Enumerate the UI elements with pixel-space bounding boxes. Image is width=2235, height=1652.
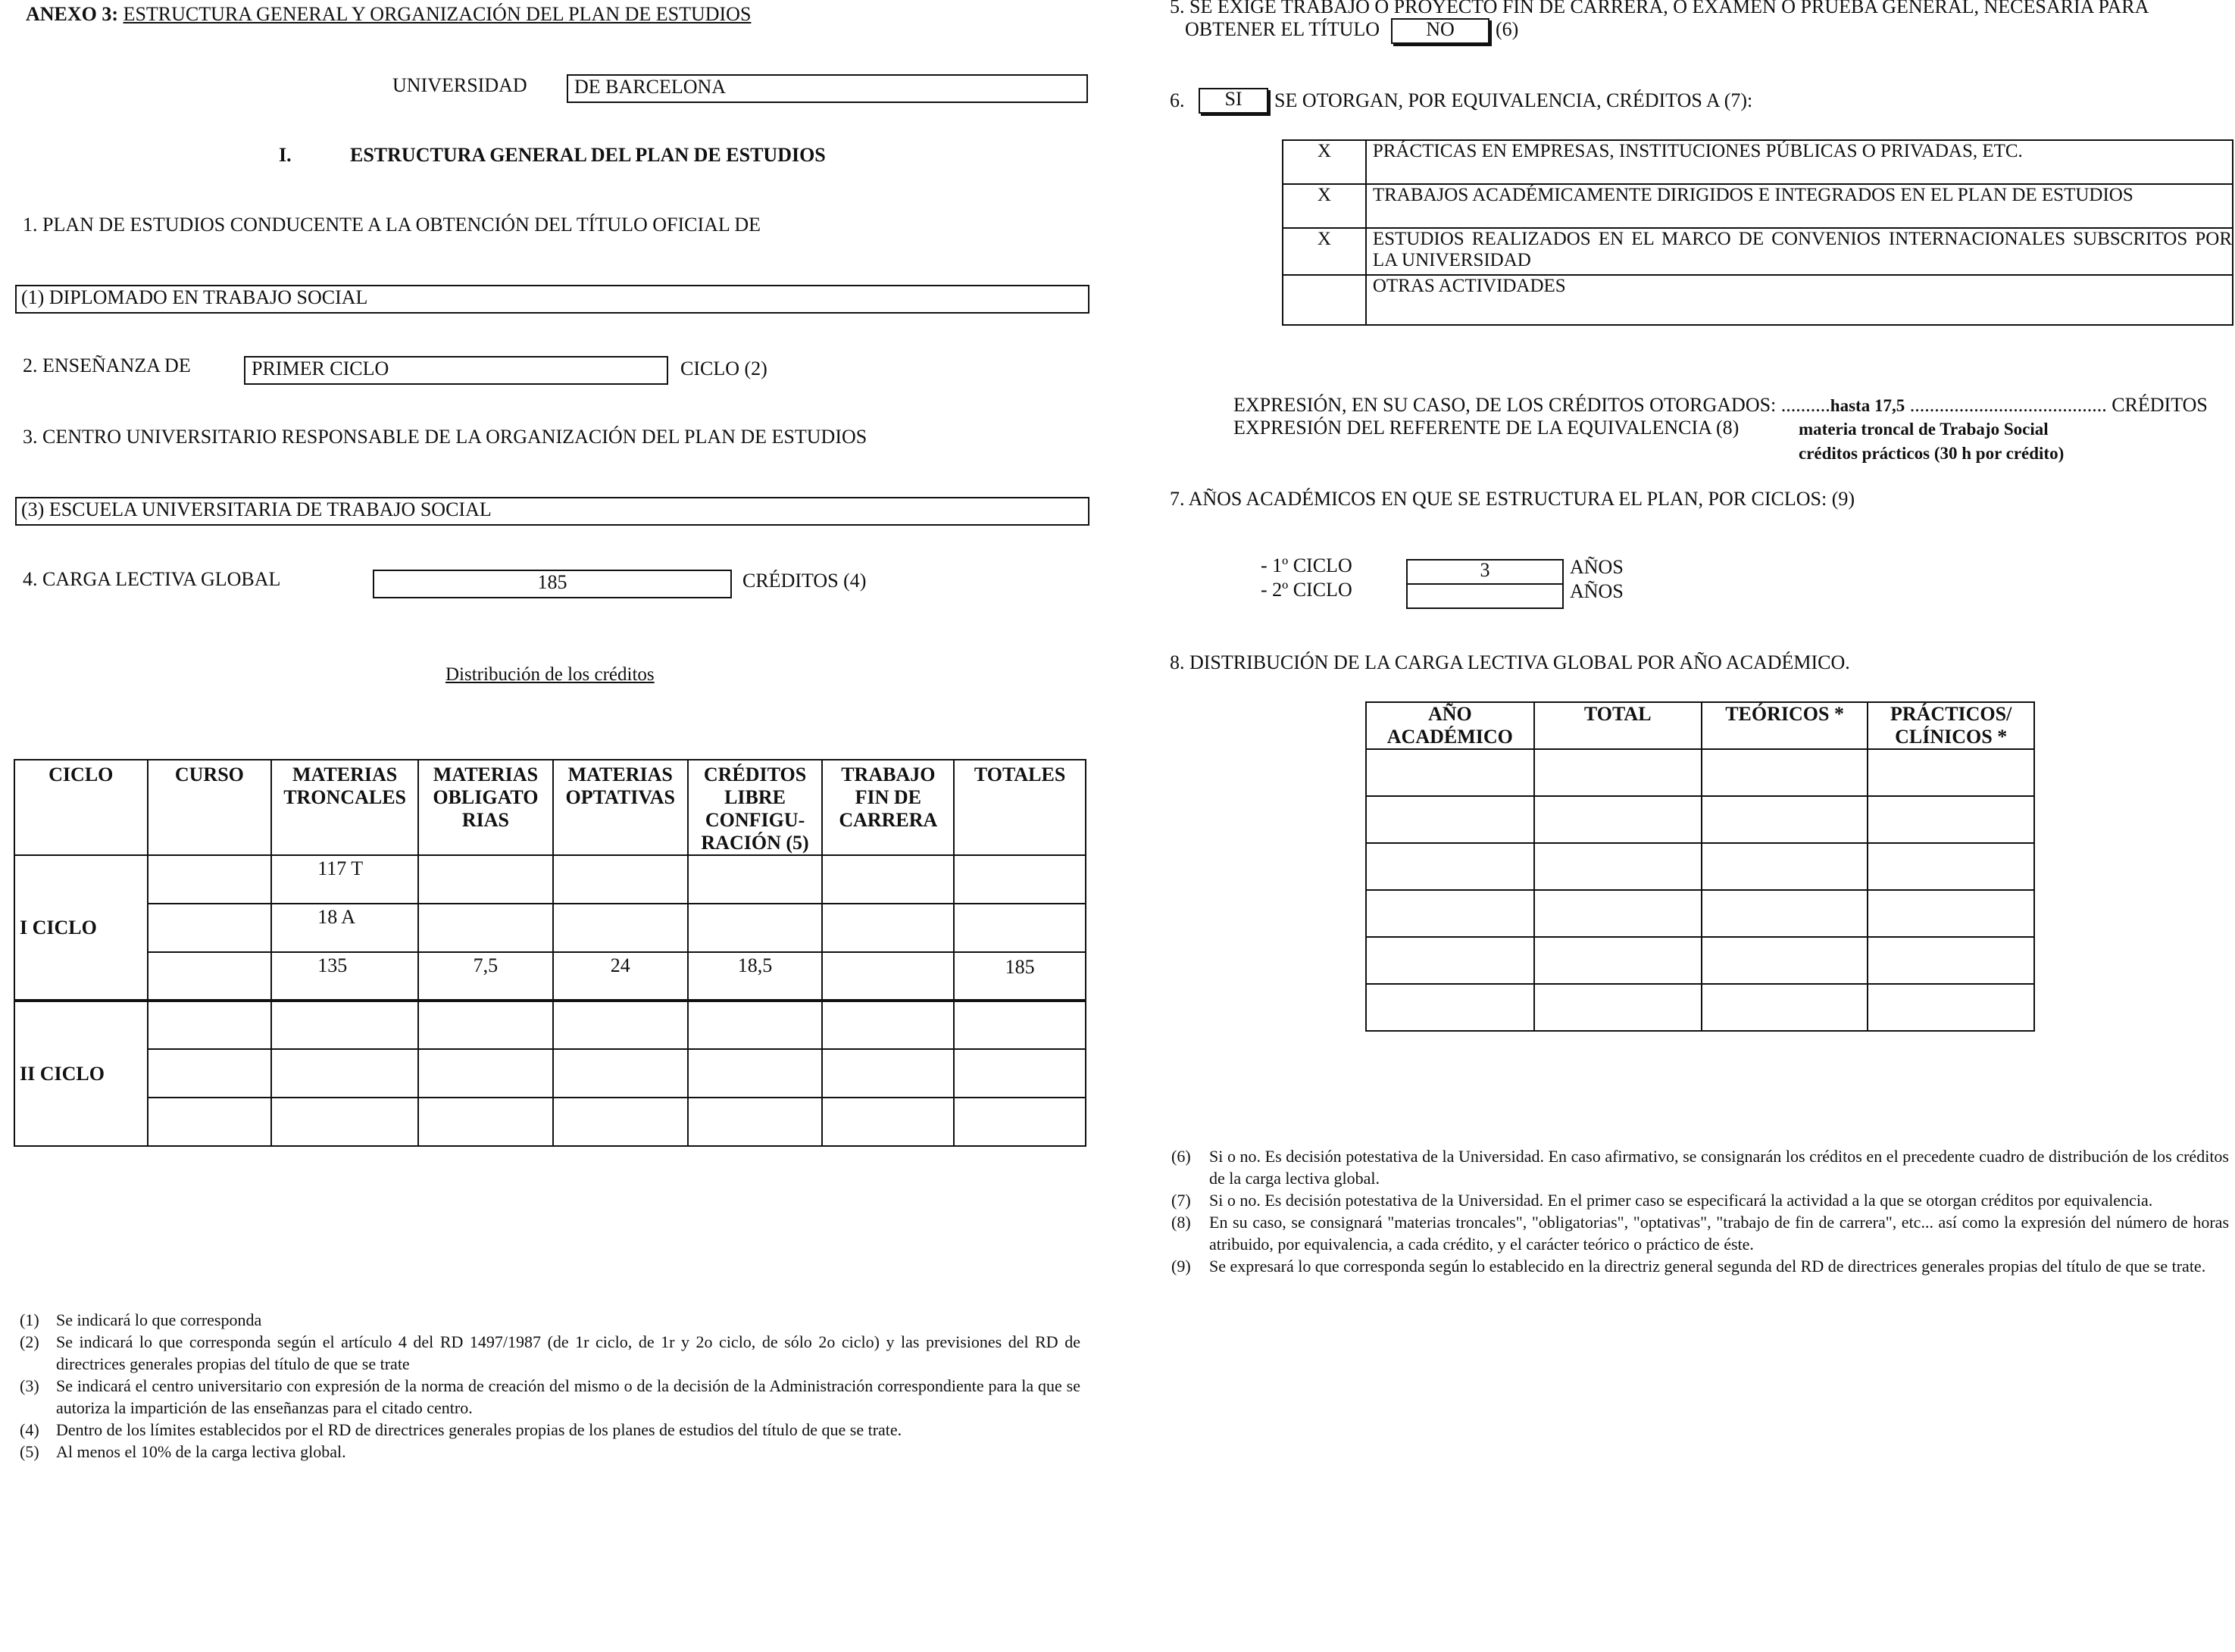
header-practicos: PRÁCTICOS/ CLÍNICOS * (1868, 702, 2034, 749)
year-distribution-table (1365, 701, 2035, 1032)
q4-suffix: CRÉDITOS (4) (742, 570, 867, 592)
table-row (14, 1049, 1086, 1098)
table-cell (688, 855, 823, 904)
q2-label: 2. ENSEÑANZA DE (23, 354, 191, 376)
expr-ref-label: EXPRESIÓN DEL REFERENTE DE LA EQUIVALENCIA (8) (1233, 417, 1740, 439)
table-row (1366, 890, 2034, 937)
table-cell (822, 855, 954, 904)
table-row (1366, 843, 2034, 890)
distribution-title: Distribución de los créditos (445, 664, 655, 685)
equiv-mark[interactable] (1283, 275, 1366, 325)
footnote: (4) Dentro de los límites establecidos por el RD de directrices generales propias de los planes de estudios del título de que se trate. (20, 1420, 902, 1439)
cycle2-years-suffix: AÑOS (1570, 580, 1624, 602)
q6-field[interactable] (1199, 88, 1268, 114)
table-row (1366, 749, 2034, 796)
equiv-text: PRÁCTICAS EN EMPRESAS, INSTITUCIONES PÚBLICAS O PRIVADAS, ETC. (1366, 140, 2233, 184)
equivalence-table (1282, 139, 2233, 326)
table-cell (148, 904, 272, 952)
q2-suffix: CICLO (2) (680, 358, 767, 379)
q1-label: 1. PLAN DE ESTUDIOS CONDUCENTE A LA OBTENCIÓN DEL TÍTULO OFICIAL DE (23, 214, 761, 236)
section-title: ESTRUCTURA GENERAL DEL PLAN DE ESTUDIOS (350, 144, 826, 166)
table-row (14, 904, 1086, 952)
table-row (1283, 275, 2233, 325)
expr-credits-suffix: CRÉDITOS (2112, 394, 2208, 416)
q5-field[interactable] (1391, 18, 1489, 44)
footnote: (9) Se expresará lo que corresponda según lo establecido en la directriz general segunda del RD de directrices generales propias del título de que se trate. (1171, 1257, 2206, 1276)
equiv-mark[interactable]: X (1283, 228, 1366, 275)
table-cell: 135 (271, 952, 418, 1001)
annex-heading (26, 3, 751, 26)
table-cell (148, 952, 272, 1001)
header-trabajo-fin-carrera: TRABAJO FIN DE CARRERA (822, 760, 954, 855)
header-total: TOTAL (1534, 702, 1702, 749)
expr-credits-dots: ........................................ (1909, 394, 2107, 416)
q4-label: 4. CARGA LECTIVA GLOBAL (23, 568, 281, 590)
footnote: (3) Se indicará el centro universitario con expresión de la norma de creación del mismo o de la decisión de la Administración correspondiente para la que se autoriza la impartición de las enseñanzas para el citado centro. (20, 1376, 1080, 1417)
table-row (14, 1001, 1086, 1049)
table-cell (688, 904, 823, 952)
table-cell (418, 855, 553, 904)
annex-prefix: ANEXO 3: (26, 3, 119, 25)
table-row (1283, 140, 2233, 184)
table-cell: 24 (553, 952, 688, 1001)
q1-field[interactable] (15, 285, 1089, 314)
q7-label: 7. AÑOS ACADÉMICOS EN QUE SE ESTRUCTURA EL PLAN, POR CICLOS: (9) (1170, 488, 1855, 510)
header-totales: TOTALES (954, 760, 1086, 855)
equiv-text: ESTUDIOS REALIZADOS EN EL MARCO DE CONVENIOS INTERNACIONALES SUBSCRITOS POR LA UNIVERSIDAD (1366, 228, 2233, 275)
cycle2-years-field[interactable] (1406, 583, 1564, 609)
header-ciclo: CICLO (14, 760, 148, 855)
table-cell: 185 (954, 952, 1086, 1001)
annex-title: ESTRUCTURA GENERAL Y ORGANIZACIÓN DEL PLAN DE ESTUDIOS (123, 3, 752, 25)
expr-credits-value: hasta 17,5 (1830, 396, 1905, 415)
cycle1-years-value: 3 (1480, 559, 1490, 581)
table-row (1366, 796, 2034, 843)
footnotes-left (20, 1309, 1080, 1463)
table-cell (822, 952, 954, 1001)
cycle1-years-suffix: AÑOS (1570, 556, 1624, 578)
table-cell: 117 T (271, 855, 418, 904)
credits-table (14, 759, 1086, 1147)
q2-field[interactable] (244, 356, 668, 385)
section-number: I. (279, 144, 292, 166)
q3-field[interactable] (15, 497, 1089, 526)
table-cell: 18 A (271, 904, 418, 952)
footnote: (6) Si o no. Es decisión potestativa de la Universidad. En caso afirmativo, se consignarán los créditos en el precedente cuadro de distribución de los créditos de la carga lectiva global. (1171, 1147, 2229, 1188)
table-row (1366, 937, 2034, 984)
equiv-text: TRABAJOS ACADÉMICAMENTE DIRIGIDOS E INTEGRADOS EN EL PLAN DE ESTUDIOS (1366, 184, 2233, 228)
q4-value: 185 (537, 571, 567, 593)
cycle1-years-label: - 1º CICLO (1261, 554, 1352, 576)
q1-value: (1) DIPLOMADO EN TRABAJO SOCIAL (21, 286, 368, 308)
q5-suffix: (6) (1496, 18, 1519, 40)
footnote: (5) Al menos el 10% de la carga lectiva global. (20, 1442, 346, 1461)
table-cell (553, 855, 688, 904)
cycle1-label: I CICLO (14, 855, 148, 1001)
table-cell (553, 904, 688, 952)
equiv-text: OTRAS ACTIVIDADES (1366, 275, 2233, 325)
q6-label: SE OTORGAN, POR EQUIVALENCIA, CRÉDITOS A (7): (1274, 89, 1753, 111)
header-curso: CURSO (148, 760, 272, 855)
table-row (1283, 228, 2233, 275)
table-cell (148, 855, 272, 904)
footnote: (2) Se indicará lo que corresponda según el artículo 4 del RD 1497/1987 (de 1r ciclo, de 1r y 2o ciclo, de sólo 2o ciclo) y las previsiones del RD de directrices generales propias del título de que se trate (20, 1332, 1080, 1373)
q4-field[interactable] (373, 570, 732, 598)
footnote: (8) En su caso, se consignará "materias troncales", "obligatorias", "optativas", "trabajo de fin de carrera", etc... así como la expresión del número de horas atribuido, por equivalencia, a cada crédito, y el carácter teórico o práctico de éste. (1171, 1213, 2229, 1254)
table-row (14, 952, 1086, 1001)
cycle2-years-label: - 2º CICLO (1261, 579, 1352, 601)
table-cell: 7,5 (418, 952, 553, 1001)
q6-value: SI (1224, 88, 1243, 110)
footnote: (7) Si o no. Es decisión potestativa de la Universidad. En el primer caso se especificará la actividad a la que se otorgan créditos por equivalencia. (1171, 1191, 2153, 1210)
q3-value: (3) ESCUELA UNIVERSITARIA DE TRABAJO SOCIAL (21, 498, 492, 520)
expr-ref-line1: materia troncal de Trabajo Social (1799, 420, 2049, 439)
header-obligatorias: MATERIAS OBLIGATO RIAS (418, 760, 553, 855)
q3-label: 3. CENTRO UNIVERSITARIO RESPONSABLE DE LA ORGANIZACIÓN DEL PLAN DE ESTUDIOS (23, 426, 867, 448)
university-value: DE BARCELONA (574, 76, 727, 98)
header-troncales: MATERIAS TRONCALES (271, 760, 418, 855)
header-ano-academico: AÑO ACADÉMICO (1366, 702, 1534, 749)
q6-number: 6. (1170, 89, 1185, 111)
cycle1-years-field[interactable] (1406, 559, 1564, 585)
table-cell (418, 904, 553, 952)
table-row (14, 1098, 1086, 1146)
table-cell: 18,5 (688, 952, 823, 1001)
table-cell (954, 904, 1086, 952)
university-label: UNIVERSIDAD (392, 74, 527, 96)
q2-value: PRIMER CICLO (252, 358, 389, 379)
footnote: (1) Se indicará lo que corresponda (20, 1310, 262, 1329)
table-row (1366, 984, 2034, 1031)
header-teoricos: TEÓRICOS * (1702, 702, 1868, 749)
expr-credits (1233, 394, 2208, 417)
table-cell (954, 855, 1086, 904)
q5-line2: OBTENER EL TÍTULO (1185, 18, 1380, 40)
table-row (1283, 184, 2233, 228)
header-optativas: MATERIAS OPTATIVAS (553, 760, 688, 855)
equiv-mark[interactable]: X (1283, 184, 1366, 228)
q8-label: 8. DISTRIBUCIÓN DE LA CARGA LECTIVA GLOBAL POR AÑO ACADÉMICO. (1170, 651, 1850, 673)
footnotes-right (1171, 1145, 2229, 1277)
equiv-mark[interactable]: X (1283, 140, 1366, 184)
header-libre-configuracion: CRÉDITOS LIBRE CONFIGU- RACIÓN (5) (688, 760, 823, 855)
table-cell (822, 904, 954, 952)
table-row (14, 855, 1086, 904)
expr-ref-line2: créditos prácticos (30 h por crédito) (1799, 444, 2065, 463)
cycle2-label: II CICLO (14, 1001, 148, 1146)
q5-value: NO (1426, 18, 1455, 40)
expr-credits-label: EXPRESIÓN, EN SU CASO, DE LOS CRÉDITOS OTORGADOS: .......... (1233, 394, 1830, 416)
q5-line1: 5. SE EXIGE TRABAJO O PROYECTO FIN DE CARRERA, O EXAMEN O PRUEBA GENERAL, NECESARIA PARA (1170, 0, 2149, 17)
university-field[interactable] (567, 74, 1088, 103)
